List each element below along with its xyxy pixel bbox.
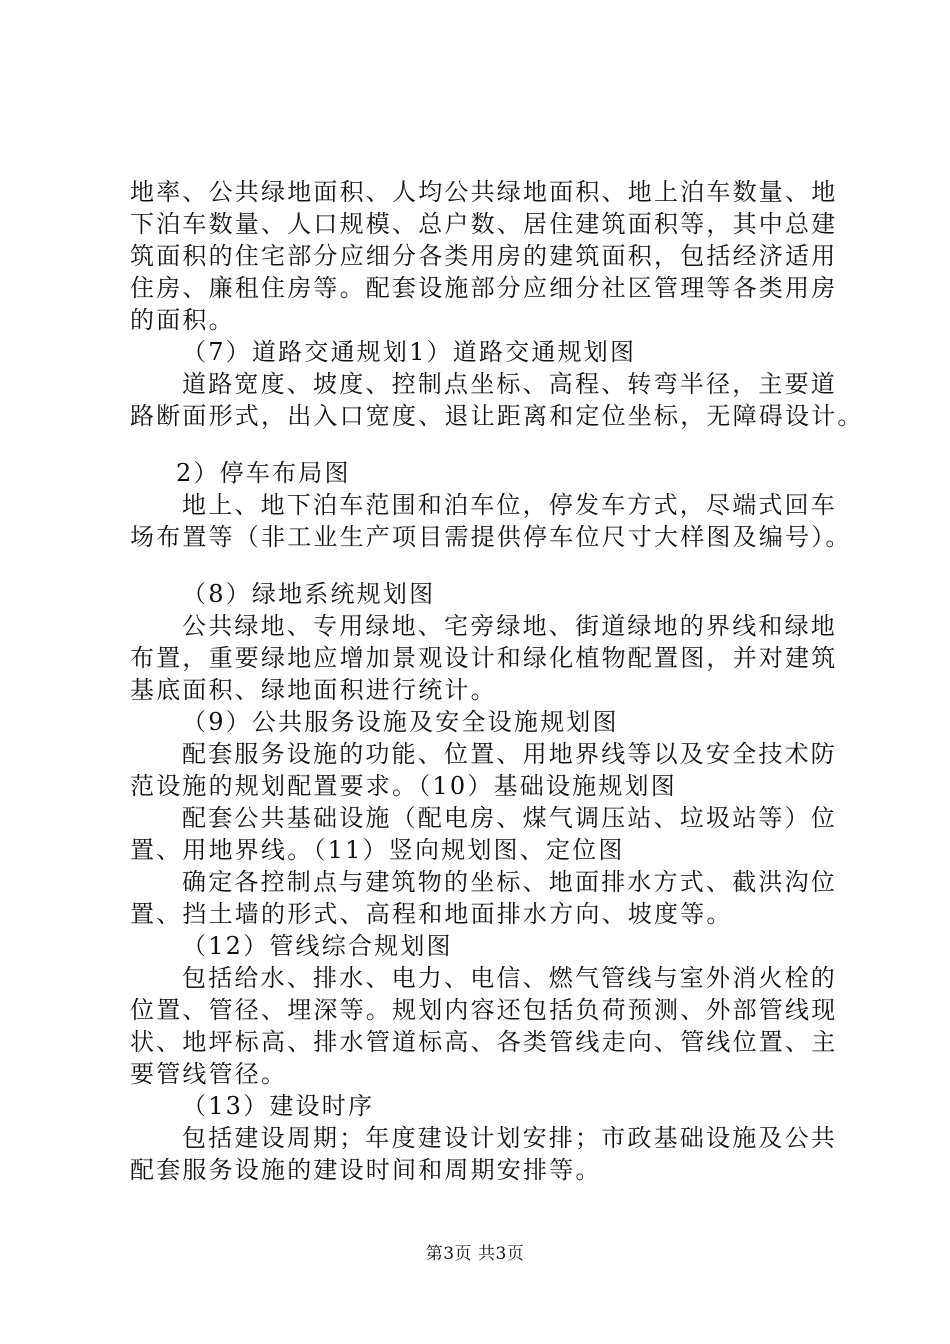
section-heading: 2）停车布局图 bbox=[176, 459, 351, 487]
text-line: 配套服务设施的建设时间和周期安排等。 bbox=[130, 1156, 602, 1184]
text-line: 包括给水、排水、电力、电信、燃气管线与室外消火栓的 bbox=[182, 964, 837, 992]
text-line: 配套服务设施的功能、位置、用地界线等以及安全技术防 bbox=[182, 740, 837, 768]
text-line: 置、用地界线。（11）竖向规划图、定位图 bbox=[130, 836, 625, 864]
text-line: 范设施的规划配置要求。（10）基础设施规划图 bbox=[130, 772, 677, 800]
section-heading: （12）管线综合规划图 bbox=[182, 932, 453, 960]
text-line: 包括建设周期；年度建设计划安排；市政基础设施及公共 bbox=[182, 1124, 837, 1152]
text-line: 道路宽度、坡度、控制点坐标、高程、转弯半径，主要道 bbox=[182, 370, 837, 398]
text-line: 地上、地下泊车范围和泊车位，停发车方式，尽端式回车 bbox=[182, 491, 837, 519]
text-line: 筑面积的住宅部分应细分各类用房的建筑面积，包括经济适用 bbox=[130, 242, 838, 270]
text-line: 状、地坪标高、排水管道标高、各类管线走向、管线位置、主 bbox=[130, 1028, 838, 1056]
section-heading: （9）公共服务设施及安全设施规划图 bbox=[182, 708, 619, 736]
text-line: 公共绿地、专用绿地、宅旁绿地、街道绿地的界线和绿地 bbox=[182, 612, 837, 640]
text-line: 的面积。 bbox=[130, 306, 235, 334]
section-heading: （13）建设时序 bbox=[182, 1092, 375, 1120]
text-line: 确定各控制点与建筑物的坐标、地面排水方式、截洪沟位 bbox=[182, 868, 837, 896]
text-line: 场布置等（非工业生产项目需提供停车位尺寸大样图及编号）。 bbox=[130, 523, 852, 551]
text-line: 路断面形式，出入口宽度、退让距离和定位坐标，无障碍设计。 bbox=[130, 402, 864, 430]
text-line: 配套公共基础设施（配电房、煤气调压站、垃圾站等）位 bbox=[182, 804, 837, 832]
text-line: 基底面积、绿地面积进行统计。 bbox=[130, 676, 497, 704]
page-number-footer: 第3页 共3页 bbox=[425, 1244, 525, 1264]
text-line: 下泊车数量、人口规模、总户数、居住建筑面积等，其中总建 bbox=[130, 210, 838, 238]
text-line: 地率、公共绿地面积、人均公共绿地面积、地上泊车数量、地 bbox=[130, 178, 838, 206]
text-line: 布置，重要绿地应增加景观设计和绿化植物配置图，并对建筑 bbox=[130, 644, 838, 672]
text-line: 要管线管径。 bbox=[130, 1060, 288, 1088]
section-heading: （7）道路交通规划1）道路交通规划图 bbox=[182, 338, 637, 366]
text-line: 位置、管径、埋深等。规划内容还包括负荷预测、外部管线现 bbox=[130, 996, 838, 1024]
text-line: 住房、廉租住房等。配套设施部分应细分社区管理等各类用房 bbox=[130, 274, 838, 302]
section-heading: （8）绿地系统规划图 bbox=[182, 580, 436, 608]
text-line: 置、挡土墙的形式、高程和地面排水方向、坡度等。 bbox=[130, 900, 733, 928]
